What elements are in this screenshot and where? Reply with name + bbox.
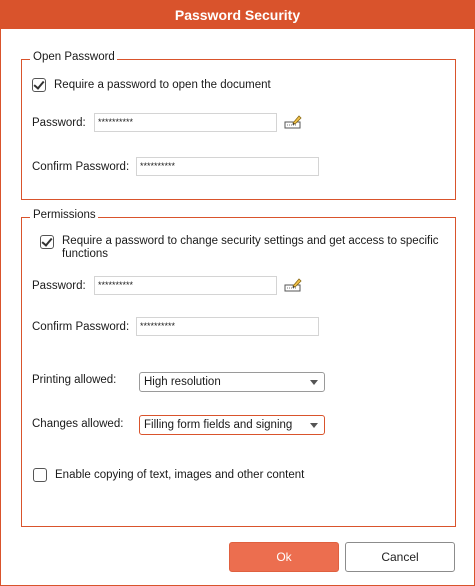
enable-copying-checkbox[interactable] [33, 468, 47, 482]
cancel-button[interactable]: Cancel [345, 542, 455, 572]
chevron-down-icon [310, 380, 318, 385]
open-password-require-label: Require a password to open the document [54, 79, 271, 91]
open-password-input[interactable]: ********** [94, 113, 277, 132]
permissions-require-label-line1: Require a password to change security settings and get access to specific [62, 235, 439, 247]
permissions-password-label: Password: [32, 280, 86, 292]
changes-allowed-value: Filling form fields and signing [144, 419, 293, 431]
open-password-group [21, 51, 456, 200]
open-password-require-checkbox[interactable] [32, 78, 46, 92]
changes-allowed-select[interactable] [139, 415, 325, 435]
permissions-require-label-line2: functions [62, 248, 109, 260]
printing-allowed-value: High resolution [144, 376, 221, 388]
edit-password-icon[interactable] [284, 114, 302, 130]
open-confirm-password-input[interactable]: ********** [136, 157, 319, 176]
open-confirm-password-label: Confirm Password: [32, 161, 130, 173]
chevron-down-icon [310, 423, 318, 428]
permissions-confirm-password-label: Confirm Password: [32, 321, 130, 333]
enable-copying-label: Enable copying of text, images and other content [55, 469, 305, 481]
dialog-title: Password Security [1, 1, 474, 29]
permissions-group [21, 209, 456, 527]
open-password-legend: Open Password [33, 51, 115, 63]
open-password-label: Password: [32, 117, 86, 129]
permissions-legend: Permissions [33, 209, 96, 221]
changes-allowed-label: Changes allowed: [32, 418, 124, 430]
permissions-require-checkbox[interactable] [40, 235, 54, 249]
permissions-confirm-password-input[interactable]: ********** [136, 317, 319, 336]
enable-copying-row[interactable] [33, 468, 304, 482]
printing-allowed-label: Printing allowed: [32, 374, 117, 386]
permissions-require-row[interactable] [40, 235, 54, 249]
ok-button[interactable]: Ok [229, 542, 339, 572]
permissions-password-input[interactable]: ********** [94, 276, 277, 295]
open-password-require-row[interactable] [32, 78, 271, 92]
printing-allowed-select[interactable] [139, 372, 325, 392]
edit-permissions-password-icon[interactable] [284, 277, 302, 293]
